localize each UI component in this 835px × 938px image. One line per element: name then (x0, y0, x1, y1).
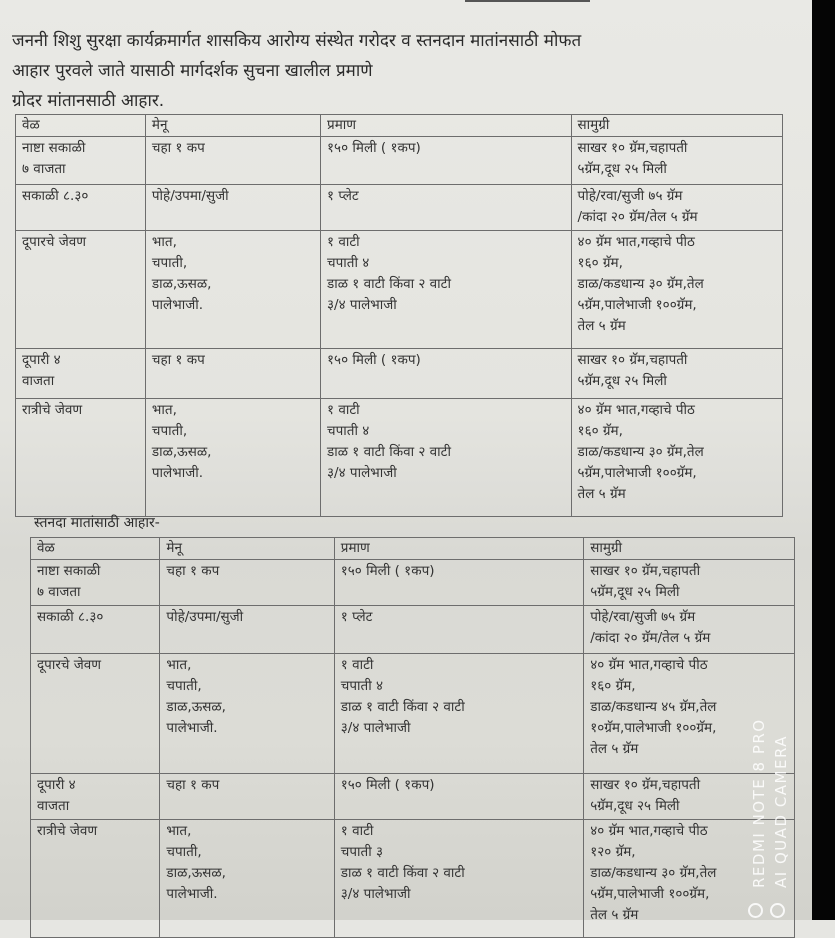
table-row (31, 774, 795, 820)
table-header-row (16, 115, 783, 137)
header-quantity: प्रमाण (321, 115, 572, 137)
table-row (16, 185, 783, 231)
cell-quantity: १५० मिली ( १कप) (334, 774, 583, 820)
header-menu: मेनू (145, 115, 320, 137)
cell-menu: चहा १ कप (160, 560, 334, 606)
camera-watermark (748, 718, 792, 912)
cell-quantity: १ प्लेट (321, 185, 572, 231)
cell-menu: भात, चपाती, डाळ,ऊसळ, पालेभाजी. (160, 654, 334, 774)
header-ingredients: सामुग्री (571, 115, 782, 137)
cell-quantity: १ वाटी चपाती ३ डाळ १ वाटी किंवा २ वाटी ३/४ पालेभाजी (334, 820, 583, 938)
cell-menu: पोहे/उपमा/सुजी (160, 606, 334, 654)
top-rule-divider (465, 0, 590, 2)
cell-quantity: १ वाटी चपाती ४ डाळ १ वाटी किंवा २ वाटी ३/४ पालेभाजी (321, 399, 572, 517)
cell-quantity: १ प्लेट (334, 606, 583, 654)
cell-time: दूपारचे जेवण (16, 231, 146, 349)
cell-menu: चहा १ कप (160, 774, 334, 820)
document-intro (12, 26, 802, 116)
table-row (31, 654, 795, 774)
intro-line-1: जननी शिशु सुरक्षा कार्यक्रमार्गत शासकिय आरोग्य संस्थेत गरोदर व स्तनदान मातांनसाठी मोफत (12, 31, 582, 51)
cell-ingredients: ४० ग्रॅम भात,गव्हाचे पीठ १६० ग्रॅम, डाळ/कडधान्य ३० ग्रॅम,तेल ५ग्रॅम,पालेभाजी १००ग्रॅम, तेल ५ ग्रॅम (571, 231, 782, 349)
cell-ingredients: ४० ग्रॅम भात,गव्हाचे पीठ १६० ग्रॅम, डाळ/कडधान्य ३० ग्रॅम,तेल ५ग्रॅम,पालेभाजी १००ग्रॅम, तेल ५ ग्रॅम (571, 399, 782, 517)
cell-menu: चहा १ कप (145, 137, 320, 185)
section2-title: स्तनदा मातांसाठी आहार- (34, 515, 160, 531)
cell-time: नाष्टा सकाळी ७ वाजता (31, 560, 160, 606)
cell-ingredients: पोहे/रवा/सुजी ७५ ग्रॅम /कांदा २० ग्रॅम/तेल ५ ग्रॅम (584, 606, 795, 654)
cell-quantity: १५० मिली ( १कप) (334, 560, 583, 606)
cell-menu: भात, चपाती, डाळ,ऊसळ, पालेभाजी. (145, 231, 320, 349)
header-ingredients: सामुग्री (584, 538, 795, 560)
cell-menu: भात, चपाती, डाळ,ऊसळ, पालेभाजी. (145, 399, 320, 517)
cell-time: दूपारचे जेवण (31, 654, 160, 774)
cell-quantity: १५० मिली ( १कप) (321, 137, 572, 185)
cell-ingredients: साखर १० ग्रॅम,चहापती ५ग्रॅम,दूध २५ मिली (584, 774, 795, 820)
cell-ingredients: साखर १० ग्रॅम,चहापती ५ग्रॅम,दूध २५ मिली (571, 349, 782, 399)
header-menu: मेनू (160, 538, 334, 560)
header-quantity: प्रमाण (334, 538, 583, 560)
cell-quantity: १ वाटी चपाती ४ डाळ १ वाटी किंवा २ वाटी ३/४ पालेभाजी (321, 231, 572, 349)
cell-ingredients: साखर १० ग्रॅम,चहापती ५ग्रॅम,दूध २५ मिली (571, 137, 782, 185)
intro-line-2: आहार पुरवले जाते यासाठी मार्गदर्शक सुचना खालील प्रमाणे (12, 61, 373, 81)
header-time: वेळ (16, 115, 146, 137)
cell-ingredients: ४० ग्रॅम भात,गव्हाचे पीठ १२० ग्रॅम, डाळ/कडधान्य ३० ग्रॅम,तेल ५ग्रॅम,पालेभाजी १००ग्रॅम, तेल ५ ग्रॅम (584, 820, 795, 938)
camera-lens-icon (770, 903, 785, 918)
cell-time: नाष्टा सकाळी ७ वाजता (16, 137, 146, 185)
table-row (16, 349, 783, 399)
cell-time: सकाळी ८.३० (31, 606, 160, 654)
cell-quantity: १५० मिली ( १कप) (321, 349, 572, 399)
cell-time: सकाळी ८.३० (16, 185, 146, 231)
camera-lens-icon (748, 903, 763, 918)
cell-time: रात्रीचे जेवण (31, 820, 160, 938)
cell-time: दूपारी ४ वाजता (31, 774, 160, 820)
watermark-line-2: AI QUAD CAMERA (772, 734, 790, 888)
cell-quantity: १ वाटी चपाती ४ डाळ १ वाटी किंवा २ वाटी ३/४ पालेभाजी (334, 654, 583, 774)
cell-time: रात्रीचे जेवण (16, 399, 146, 517)
section1-title: ग्रोदर मांतानसाठी आहार. (12, 91, 165, 111)
table-row (31, 606, 795, 654)
table-row (16, 231, 783, 349)
table-row (16, 137, 783, 185)
cell-ingredients: साखर १० ग्रॅम,चहापती ५ग्रॅम,दूध २५ मिली (584, 560, 795, 606)
table-row (16, 399, 783, 517)
header-time: वेळ (31, 538, 160, 560)
cell-ingredients: ४० ग्रॅम भात,गव्हाचे पीठ १६० ग्रॅम, डाळ/कडधान्य ४५ ग्रॅम,तेल १०ग्रॅम,पालेभाजी १००ग्रॅम, तेल ५ ग्रॅम (584, 654, 795, 774)
watermark-line-1: REDMI NOTE 8 PRO (750, 718, 768, 888)
table-header-row (31, 538, 795, 560)
cell-menu: पोहे/उपमा/सुजी (145, 185, 320, 231)
cell-menu: भात, चपाती, डाळ,ऊसळ, पालेभाजी. (160, 820, 334, 938)
photo-edge-dark (812, 0, 835, 920)
pregnant-mothers-diet-table (15, 114, 783, 517)
table-row (31, 560, 795, 606)
cell-menu: चहा १ कप (145, 349, 320, 399)
cell-ingredients: पोहे/रवा/सुजी ७५ ग्रॅम /कांदा २० ग्रॅम/तेल ५ ग्रॅम (571, 185, 782, 231)
cell-time: दूपारी ४ वाजता (16, 349, 146, 399)
lactating-mothers-diet-table (30, 537, 795, 938)
